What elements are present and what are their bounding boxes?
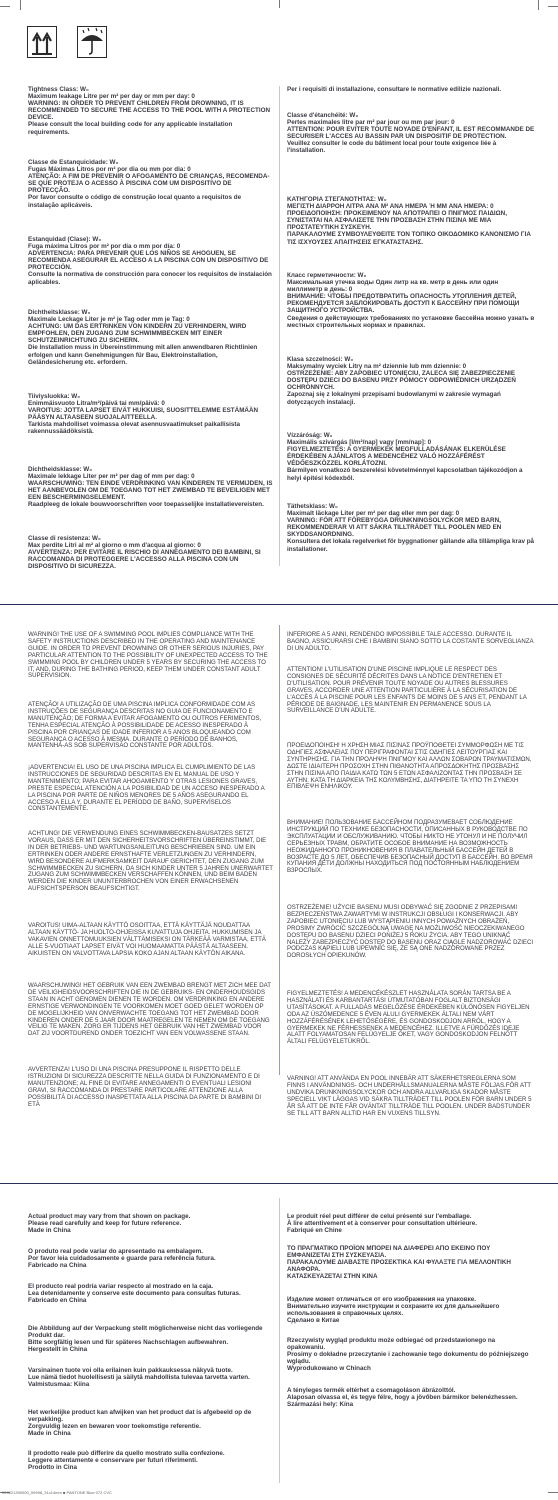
warning-es: ¡ADVERTENCIA! EL USO DE UNA PISCINA IMPLICA EL CUMPLIMIENTO DE LAS INSTRUCCIONES DE SEGURIDAD DESCRITAS EN EL MANUAL DE USO Y MANTENIMIENTO; PARA EVITAR AHOGAMIENTO Y OTRAS LESIONES GRAVES, PRESTE ESPECIAL ATENCIÓN A LA POSIBILIDAD DE UN ACCESO INESPERADO A LA PISCINA POR PARTE DE NIÑOS MENORES DE 5 AÑOS ASEGURANDO EL ACCESO A ELLA Y, DURANTE EL PERÍODO DE BAÑO, SUPERVÍSELOS CONSTANTEMENTE. <box>28 764 265 813</box>
crop-mark <box>548 6 558 7</box>
warning-en: WARNING! THE USE OF A SWIMMING POOL IMPLIES COMPLIANCE WITH THE SAFETY INSTRUCTIONS DESCRIBED IN THE OPERATING AND MAINTENANCE GUIDE. IN ORDER TO PREVENT DROWNING OR OTHER SERIOUS INJURIES, PAY PARTICULAR ATTENTION TO THE POSSIBILITY OF UNEXPECTED ACCESS TO THE SWIMMING POOL BY CHILDREN UNDER 5 YEARS BY SECURING THE ACCESS TO IT, AND, DURING THE BATHING PERIOD, KEEP THEM UNDER CONSTANT ADULT SUPERVISION. <box>28 631 268 680</box>
notice-fr: Le produit réel peut différer de celui présenté sur l'emballage. À lire attentivement et à conserver pour consultation ultérieure. Fabriqué en Chine <box>287 1213 478 1235</box>
warning-pl: OSTRZEŻENIE! UŻYCIE BASENU MUSI ODBYWAĆ SIĘ ZGODNIE Z PRZEPISAMI BEZPIECZEŃSTWA ZAWARTYMI W INSTRUKCJI OBSŁUGI I KONSERWACJI. ABY ZAPOBIEC UTONIĘCIU LUB WYSTĄPIENIU INNYCH POWAŻNYCH OBRAŻEŃ, PROSIMY ZWRÓCIĆ SZCZEGÓLNĄ UWAGĘ NA MOŻLIWOŚĆ NIEOCZEKIWANEGO DOSTĘPU DO BASENU DZIECI PONIŻEJ 5 ROKU ŻYCIA. ABY TEGO UNIKNĄĆ NALEŻY ZABEZPIECZYĆ DOSTĘP DO BASENU ORAZ CIĄGLE NADZOROWAĆ DZIECI PODCZAS KĄPIELI LUB UPEWNIĆ SIĘ, ŻE SĄ ONE NADZOROWANE PRZEZ DOROSŁYCH OPIEKUNÓW. <box>287 904 534 960</box>
warning-hu: FIGYELMEZTETÉS! A MEDENCÉKÉSZLET HASZNÁLATA SORÁN TARTSA BE A HASZNÁLATI ÉS KARBANTARTÁSI ÚTMUTATÓBAN FOGLALT BIZTONSÁGI UTASÍTÁSOKAT. A FULLADÁS MEGELŐZÉSE ÉRDEKÉBEN KÜLÖNÖSEN FIGYELJEN ODA AZ ÚSZÓMEDENCE 5 ÉVEN ALULI GYERMEKEK ÁLTALI NEM VÁRT HOZZÁFÉRÉSÉNEK LEHETŐSÉGÉRE, ÉS GONDOSKODJON ARRÓL, HOGY A GYERMEKEK NE FÉRHESSENEK A MEDENCÉHEZ. ILLETVE A FÜRDŐZÉS IDEJE ALATT FOLYAMATOSAN FELÜGYELJE ŐKET, VAGY GONDOSKODJON FELNŐTT ÁLTALI FELÜGYELETÜKRŐL. <box>287 990 530 1046</box>
notice-nl: Het werkelijke product kan afwijken van het product dat is afgebeeld op de verpakking. Zorgvuldig lezen en bewaren voor toekomstige referentie. Made in China <box>28 1409 252 1438</box>
notice-pt: O produto real pode variar do apresentado na embalagem. Por favor leia cuidadosamente e guarde para referência futura. Fabricado na China <box>28 1248 216 1270</box>
crop-mark <box>548 1492 558 1493</box>
warning-ru: ВНИМАНИЕ! ПОЛЬЗОВАНИЕ БАССЕЙНОМ ПОДРАЗУМЕВАЕТ СОБЛЮДЕНИЕ ИНСТРУКЦИЙ ПО ТЕХНИКЕ БЕЗОПАСНОСТИ, ОПИСАННЫХ В РУКОВОДСТВЕ ПО ЭКСПЛУАТАЦИИ И ОБСЛУЖИВАНИЮ. ЧТОБЫ НИКТО НЕ УТОНУЛ И НЕ ПОЛУЧИЛ СЕРЬЕЗНЫХ ТРАВМ, ОБРАТИТЕ ОСОБОЕ ВНИМАНИЕ НА ВОЗМОЖНОСТЬ НЕОЖИДАННОГО ПРОНИКНОВЕНИЯ В ПЛАВАТЕЛЬНЫЙ БАССЕЙН ДЕТЕЙ В ВОЗРАСТЕ ДО 5 ЛЕТ, ОБЕСПЕЧИВ БЕЗОПАСНЫЙ ДОСТУП В БАССЕЙН. ВО ВРЕМЯ КУПАНИЯ ДЕТИ ДОЛЖНЫ НАХОДИТЬСЯ ПОД ПОСТОЯННЫМ НАБЛЮДЕНИЕМ ВЗРОСЛЫХ. <box>287 819 533 875</box>
warning-sv: VARNING! ATT ANVÄNDA EN POOL INNEBÄR ATT SÄKERHETSREGLERNA SOM FINNS I ANVÄNDNINGS- OCH UNDERHÅLLSMANUALERNA MÅSTE FÖLJAS.FÖR ATT UNDVIKA DRUNKNINGSOLYCKOR OCH ANDRA ALLVARLIGA SKADOR MÅSTE SPECIELL VIKT LÄGGAS VID SÄKRA TILLTRÄDET TILL POOLEN FÖR BARN UNDER 5 ÅR SÅ ATT DE INTE FÅR OVÄNTAT TILLTRÄDE TILL POOLEN. UNDER BADSTUNDER SE TILL ATT BARN ALLTID HAR EN VUXENS TILLSYN. <box>287 1075 532 1117</box>
tightness-pt: Classe de Estanquicidade: W₀ Fugas Máximas Litros por m² por dia ou mm por dia: 0 ATENÇÃO: A FIM DE PREVENIR O AFOGAMENTO DE CRIANÇAS, RECOMENDA-SE QUE PROTEJA O ACESSO À PISCINA COM UM DISPOSITIVO DE PROTECÇÃO. Por favor consulte o código de construção local quanto a requisitos de instalação aplicáveis. <box>28 159 270 209</box>
notice-it: Il prodotto reale può differire da quello mostrato sulla confezione. Leggere attentamente e conservare per futuri riferimenti. Prodotto in Cina <box>28 1450 225 1472</box>
crop-mark <box>0 6 10 7</box>
notice-fi: Varsinainen tuote voi olla erilainen kuin pakkauksessa näkyvä tuote. Lue nämä tiedot huolellisesti ja säilytä mahdollista tulevaa tarvetta varten. Valmistusmaa: Kiina <box>28 1367 250 1389</box>
notice-en: Actual product may vary from that shown on package. Please read carefully and keep for future reference. Made in China <box>28 1213 191 1235</box>
section-divider <box>0 1183 558 1184</box>
this-way-up-icon <box>27 26 57 58</box>
tightness-it: Classe di resistenza: W₀ Max perdite Litri al m² al giorno o mm d'acqua al giorno: 0 AVVERTENZA: PER EVITARE IL RISCHIO DI ANNEGAMENTO DEI BAMBINI, SI RACCOMANDA DI PROTEGGERE L'ACCESSO ALLA PISCINA CON UN DISPOSITIVO DI SICUREZZA. <box>28 535 261 571</box>
warning-it: AVVERTENZA! L'USO DI UNA PISCINA PRESUPPONE IL RISPETTO DELLE ISTRUZIONI DI SICUREZZA DESCRITTE NELLA GUIDA DI FUNZIONAMENTO E DI MANUTENZIONE; AL FINE DI EVITARE ANNEGAMENTI O EVENTUALI LESIONI GRAVI, SI RACCOMANDA DI PRESTARE PARTICOLARE ATTENZIONE ALLA POSSIBILITÀ DI ACCESSO INASPETTATA ALLA PISCINA DA PARTE DI BAMBINI DI ETÀ <box>28 1066 262 1108</box>
column-divider <box>279 1198 280 1483</box>
print-info-footer: 303021390000_09998_31x14mm ■ PANTONE Blue 072 CVC <box>2 1490 112 1495</box>
crop-mark <box>538 0 539 10</box>
warning-el: ΠΡΟΕΙΔΟΠΟΙΗΣΗ! Η ΧΡΗΣΗ ΜΙΑΣ ΠΙΣΙΝΑΣ ΠΡΟΫΠΟΘΕΤΕΙ ΣΥΜΜΟΡΦΩΣΗ ΜΕ ΤΙΣ ΟΔΗΓΙΕΣ ΑΣΦΑΛΕΙΑΣ ΠΟΥ ΠΕΡΙΓΡΑΦΟΝΤΑΙ ΣΤΙΣ ΟΔΗΓΙΕΣ ΛΕΙΤΟΥΡΓΙΑΣ ΚΑΙ ΣΥΝΤΗΡΗΣΗΣ. ΓΙΑ ΤΗΝ ΠΡΟΛΗΨΗ ΠΝΙΓΜΟΥ ΚΑΙ ΑΛΛΩΝ ΣΟΒΑΡΩΝ ΤΡΑΥΜΑΤΙΣΜΩΝ, ΔΩΣΤΕ ΙΔΙΑΙΤΕΡΗ ΠΡΟΣΟΧΗ ΣΤΗΝ ΠΙΘΑΝΟΤΗΤΑ ΑΠΡΟΣΔΟΚΗΤΗΣ ΠΡΟΣΒΑΣΗΣ ΣΤΗΝ ΠΙΣΙΝΑ ΑΠΟ ΠΑΙΔΙΑ ΚΑΤΩ ΤΩΝ 5 ΕΤΩΝ ΑΣΦΑΛΙΖΟΝΤΑΣ ΤΗΝ ΠΡΟΣΒΑΣΗ ΣΕ ΑΥΤΗΝ. ΚΑΤΑ ΤΗ ΔΙΑΡΚΕΙΑ ΤΗΣ ΚΟΛΥΜΒΗΣΗΣ, ΔΙΑΤΗΡΕΙΤΕ ΤΑ ΥΠΟ ΤΗ ΣΥΝΕΧΗ ΕΠΙΒΛΕΨΗ ΕΝΗΛΙΚΟΥ. <box>287 742 532 791</box>
tightness-ru: Класс герметичности: W₀ Максимальная утечка воды Один литр на кв. метр в день или один миллиметр в день: 0 ВНИМАНИЕ: ЧТОБЫ ПРЕДОТВРАТИТЬ ОПАСНОСТЬ УТОПЛЕНИЯ ДЕТЕЙ, РЕКОМЕНДУЕТСЯ ЗАБЛОКИРОВАТЬ ДОСТУП К БАССЕЙНУ ПРИ ПОМОЩИ ЗАЩИТНОГО УСТРОЙСТВА. Сведения о действующих требованиях по установке бассейна можно узнать в местных строительных нормах и правилах. <box>287 272 535 329</box>
notice-de: Die Abbildung auf der Verpackung stellt möglicherweise nicht das vorliegende Produkt dar. Bitte sorgfältig lesen und für späteres Nachschlagen aufbewahren. Hergestellt in China <box>28 1325 263 1354</box>
tightness-fr: Classe d'étanchéité: W₀ Pertes maximales litre par m² par jour ou mm par jour: 0 ATTENTION: POUR EVITER TOUTE NOYADE D'ENFANT, IL EST RECOMMANDE DE SECURISER L'ACCES AU BASSIN PAR UN DISPOSITIF DE PROTECTION. Veuillez consulter le code du bâtiment local pour toute exigence liée à l'installation. <box>287 112 535 155</box>
warning-fr: ATTENTION! L'UTILISATION D'UNE PISCINE IMPLIQUE LE RESPECT DES CONSIGNES DE SÉCURITÉ DÉCRITES DANS LA NOTICE D'ENTRETIEN ET D'UTILISATION. POUR PRÉVENIR TOUTE NOYADE OU AUTRES BLESSURES GRAVES, ACCORDER UNE ATTENTION PARTICULIÈRE À LA SÉCURISATION DE L'ACCÈS À LA PISCINE POUR LES ENFANTS DE MOINS DE 5 ANS ET, PENDANT LA PÉRIODE DE BAIGNADE, LES MAINTENIR EN PERMANENCE SOUS LA SURVEILLANCE D'UN ADULTE. <box>287 666 527 715</box>
notice-hu: A tényleges termék eltérhet a csomagoláson ábrázolttól. Alaposan olvassa el, és tegye félre, hogy a jövőben bármikor belenézhessen. Származási hely: Kína <box>287 1387 518 1409</box>
keep-dry-umbrella-icon <box>77 26 107 58</box>
notice-es: El producto real podría variar respecto al mostrado en la caja. Lea detenidamente y conserve este documento para consultas futuras. Fabricado en China <box>28 1283 241 1305</box>
tightness-es: Estanquidad (Clase): W₀ Fuga máxima Litros por m² por día o mm por día: 0 ADVERTENCIA: PARA PREVENIR QUE LOS NIÑOS SE AHOGUEN, SE RECOMIENDA ASEGURAR EL ACCESO A LA PISCINA CON UN DISPOSITIVO DE PROTECCIÓN. Consulte la normativa de construcción para conocer los requisitos de instalación aplicables. <box>28 236 272 286</box>
tightness-sv: Täthetsklass: W₀ Maximalt läckage Liter per m² per dag eller mm per dag: 0 VARNING: FÖR ATT FÖREBYGGA DRUNKNINGSOLYCKOR MED BARN, REKOMMENDERAR VI ATT SÄKRA TILLTRÄDET TILL POOLEN MED EN SKYDDSANORDNING. Konsultera det lokala regelverket för byggnationer gällande alla tillämpliga krav på installationer. <box>287 503 535 553</box>
warning-nl: WAARSCHUWING! HET GEBRUIK VAN EEN ZWEMBAD BRENGT MET ZICH MEE DAT DE VEILIGHEIDSVOORSCHRIFTEN DIE IN DE GEBRUIKS- EN ONDERHOUDSGIDS STAAN IN ACHT GENOMEN DIENEN TE WORDEN. OM VERDRINKING EN ANDERE ERNSTIGE VERWONDINGEN TE VOORKOMEN MOET GOED GELET WORDEN OP DE MOGELIJKHEID VAN ONVERWACHTE TOEGANG TOT HET ZWEMBAD DOOR KINDEREN ONDER DE 5 JAAR DOOR MAATREGELEN TE NEMEN OM DE TOEGANG VEILIG TE MAKEN. ZORG ER TIJDENS HET GEBRUIK VAN HET ZWEMBAD VOOR DAT ZIJ VOORTDUREND ONDER TOEZICHT VAN EEN VOLWASSENE STAAN. <box>28 982 271 1038</box>
warning-fi: VAROITUS! UIMA-ALTAAN KÄYTTÖ OSOITTAA, ETTÄ KÄYTTÄJÄ NOUDATTAA ALTAAN KÄYTTÖ- JA HUOLTO-OHJEISSA KUVATTUJA OHJEITA. HUKKUMISEN JA VAKAVIEN ONNETTOMUUKSIEN VÄLTTÄMISEKSI ON TÄRKEÄÄ VARMISTAA, ETTÄ ALLE 5-VUOTIAAT LAPSET EIVÄT VOI HUOMAAMATTA PÄÄSTÄ ALTAASEEN. AIKUISTEN ON VALVOTTAVA LAPSIA KOKO AJAN ALTAAN KÄYTÖN AIKANA. <box>28 922 266 957</box>
tightness-fi: Tiiviysluokka: W₀ Enimmäisvuoto Litra/m²/päivä tai mm/päivä: 0 VAROITUS: JOTTA LAPSET EIVÄT HUKKUISI, SUOSITTELEMME ESTÄMÄÄN PÄÄSYN ALTAASEEN SUOJALAITTEELLA. Tarkista mahdolliset voimassa olevat asennusvaatimukset paikallisista rakennussäädöksistä. <box>28 393 259 436</box>
tightness-hu: Vízzáróság: W₀ Maximális szivárgás [l/m²/nap] vagy [mm/nap]: 0 FIGYELMEZTETÉS: A GYERMEKEK MEGFULLADÁSÁNAK ELKERÜLÉSE ÉRDEKÉBEN AJÁNLATOS A MEDENCÉHEZ VALÓ HOZZÁFÉRÉST VÉDŐESZKÖZZEL KORLÁTOZNI. Bármilyen vonatkozó beszerelési követelménnyel kapcsolatban tájékozódjon a helyi építési kódexből. <box>287 432 523 482</box>
warning-de: ACHTUNG! DIE VERWENDUNG EINES SCHWIMMBECKEN-BAUSATZES SETZT VORAUS, DASS ER MIT DEN SICHERHEITSVORSCHRIFTEN ÜBEREINSTIMMT, DIE IN DER BETRIEBS- UND WARTUNGSANLEITUNG BESCHRIEBEN SIND. UM EIN ERTRINKEN ODER ANDERE ERNSTHAFTE VERLETZUNGEN ZU VERHINDERN, WIRD BESONDERE AUFMERKSAMKEIT DARAUF GERICHTET, DEN ZUGANG ZUM SCHWIMMBECKEN ZU SICHERN, DA SICH KINDER UNTER 5 JAHREN UNERWARTET ZUGANG ZUM SCHWIMMBECKEN VERSCHAFFEN KÖNNEN, UND BEIM BADEN WERDEN DIE KINDER UNUNTERBROCHEN VON EINER ERWACHSENEN AUFSICHTSPERSON BEAUFSICHTIGT. <box>28 830 273 893</box>
column-divider <box>279 625 280 1075</box>
notice-pl: Rzeczywisty wygląd produktu może odbiegać od przedstawionego na opakowaniu. Prosimy o dokładne przeczytanie i zachowanie tego dokumentu do późniejszego wglądu. Wyprodukowano w Chinach <box>287 1337 529 1373</box>
column-divider <box>279 86 280 566</box>
tightness-el: ΚΑΤΗΓΟΡΙΑ ΣΤΕΓΑΝΟΤΗΤΑΣ: W₀ ΜΕΓΙΣΤΗ ΔΙΑΡΡΟΗ ΛΙΤΡΑ ΑΝΑ Μ² ΑΝΑ ΗΜΕΡΑ Ή ΜΜ ΑΝΑ ΗΜΕΡΑ: 0 ΠΡΟΕΙΔΟΠΟΙΗΣΗ: ΠΡΟΚΕΙΜΕΝΟΥ ΝΑ ΑΠΟΤΡΑΠΕΙ Ο ΠΝΙΓΜΟΣ ΠΑΙΔΙΩΝ, ΣΥΝΙΣΤΑΤΑΙ ΝΑ ΑΣΦΑΛΙΣΕΤΕ ΤΗΝ ΠΡΟΣΒΑΣΗ ΣΤΗΝ ΠΙΣΙΝΑ ΜΕ ΜΙΑ ΠΡΟΣΤΑΤΕΥΤΙΚΗ ΣΥΣΚΕΥΗ. ΠΑΡΑΚΑΛΟΥΜΕ ΣΥΜΒΟΥΛΕΥΘΕΙΤΕ ΤΟΝ ΤΟΠΙΚΟ ΟΙΚΟΔΟΜΙΚΟ ΚΑΝΟΝΙΣΜΟ ΓΙΑ ΤΙΣ ΙΣΧΥΟΥΣΕΣ ΑΠΑΙΤΗΣΕΙΣ ΕΓΚΑΤΑΣΤΑΣΗΣ. <box>287 196 531 246</box>
crop-mark <box>20 0 21 10</box>
tightness-en: Tightness Class: W₀ Maximum leakage Litre per m² per day or mm per day: 0 WARNING: IN ORDER TO PREVENT CHILDREN FROM DROWNING, IT IS RECOMMENDED TO SECURE THE ACCESS TO THE POOL WITH A PROTECTION DEVICE. Please consult the local building code for any applicable installation requirements. <box>28 86 271 136</box>
section-divider <box>0 604 558 605</box>
tightness-de: Dichtheitsklasse: W₀ Maximale Leckage Liter je m² je Tag oder mm je Tag: 0 ACHTUNG: UM DAS ERTRINKEN VON KINDERN ZU VERHINDERN, WIRD EMPFOHLEN, DEN ZUGANG ZUM SCHWIMMBECKEN MIT EINER SCHUTZEINRICHTUNG ZU SICHERN. Die Installation muss in Übereinstimmung mit allen anwendbaren Richtlinien erfolgen und kann Genehmigungen für Bau, Elektroinstallation, Geländesicherung etc. erfordern. <box>28 309 258 366</box>
tightness-it-cont: Per i requisiti di installazione, consultare le normative edilizie nazionali. <box>287 86 502 93</box>
notice-el: ΤΟ ΠΡΑΓΜΑΤΙΚΟ ΠΡΟΪΟΝ ΜΠΟΡΕΙ ΝΑ ΔΙΑΦΕΡΕΙ ΑΠΟ ΕΚΕΙΝΟ ΠΟΥ ΕΜΦΑΝΙΖΕΤΑΙ ΣΤΗ ΣΥΣΚΕΥΑΣΙΑ. ΠΑΡΑΚΑΛΟΥΜΕ ΔΙΑΒΑΣΤΕ ΠΡΟΣΕΚΤΙΚΑ ΚΑΙ ΦΥΛΑΞΤΕ ΓΙΑ ΜΕΛΛΟΝΤΙΚΗ ΑΝΑΦΟΡΑ. ΚΑΤΑΣΚΕΥΑΖΕΤΑΙ ΣΤΗΝ ΚΙΝΑ <box>287 1245 511 1281</box>
warning-pt: ATENÇÃO! A UTILIZAÇÃO DE UMA PISCINA IMPLICA CONFORMIDADE COM AS INSTRUÇÕES DE SEGURANÇA DESCRITAS NO GUIA DE FUNCIONAMENTO E MANUTENÇÃO; DE FORMA A EVITAR AFOGAMENTO OU OUTROS FERIMENTOS, TENHA ESPECIAL ATENÇÃO À POSSIBILIDADE DE ACESSO INESPERADO À PISCINA POR CRIANÇAS DE IDADE INFERIOR A 5 ANOS BLOQUEANDO COM SEGURANÇA O ACESSO À MESMA. DURANTE O PERÍODO DE BANHOS, MANTENHA-AS SOB SUPERVISÃO CONSTANTE POR ADULTOS. <box>28 701 262 750</box>
tightness-pl: Klasa szczelności: W₀ Maksymalny wyciek Litry na m² dziennie lub mm dziennie: 0 OSTRZEŻENIE: ABY ZAPOBIEC UTONIĘCIU, ZALECA SIĘ ZABEZPIECZENIE DOSTĘPU DZIECI DO BASENU PRZY POMOCY ODPOWIEDNICH URZĄDZEŃ OCHRONNYCH. Zapoznaj się z lokalnymi przepisami budowlanymi w zakresie wymagań dotyczących instalacji. <box>287 356 516 406</box>
warning-it-cont: INFERIORE A 5 ANNI, RENDENDO IMPOSSIBILE TALE ACCESSO. DURANTE IL BAGNO, ASSICURARSI CHE I BAMBINI SIANO SOTTO LA COSTANTE SORVEGLIANZA DI UN ADULTO. <box>287 631 534 652</box>
notice-ru: Изделие может отличаться от его изображения на упаковке. Внимательно изучите инструкции и сохраните их для дальнейшего использования в справочных целях. Сделано в Китае <box>287 1296 500 1325</box>
crop-mark <box>279 0 280 8</box>
tightness-nl: Dichtheidsklasse: W₀ Maximale lekkage Liter per m² per dag of mm per dag: 0 WAARSCHUWING: TEN EINDE VERDRINKING VAN KINDEREN TE VERMIJDEN, IS HET AANBEVOLEN OM DE TOEGANG TOT HET ZWEMBAD TE BEVEILIGEN MET EEN BESCHERMINGSELEMENT. Raadpleeg de lokale bouwvoorschriften voor toepasselijke installatievereisten. <box>28 466 273 509</box>
